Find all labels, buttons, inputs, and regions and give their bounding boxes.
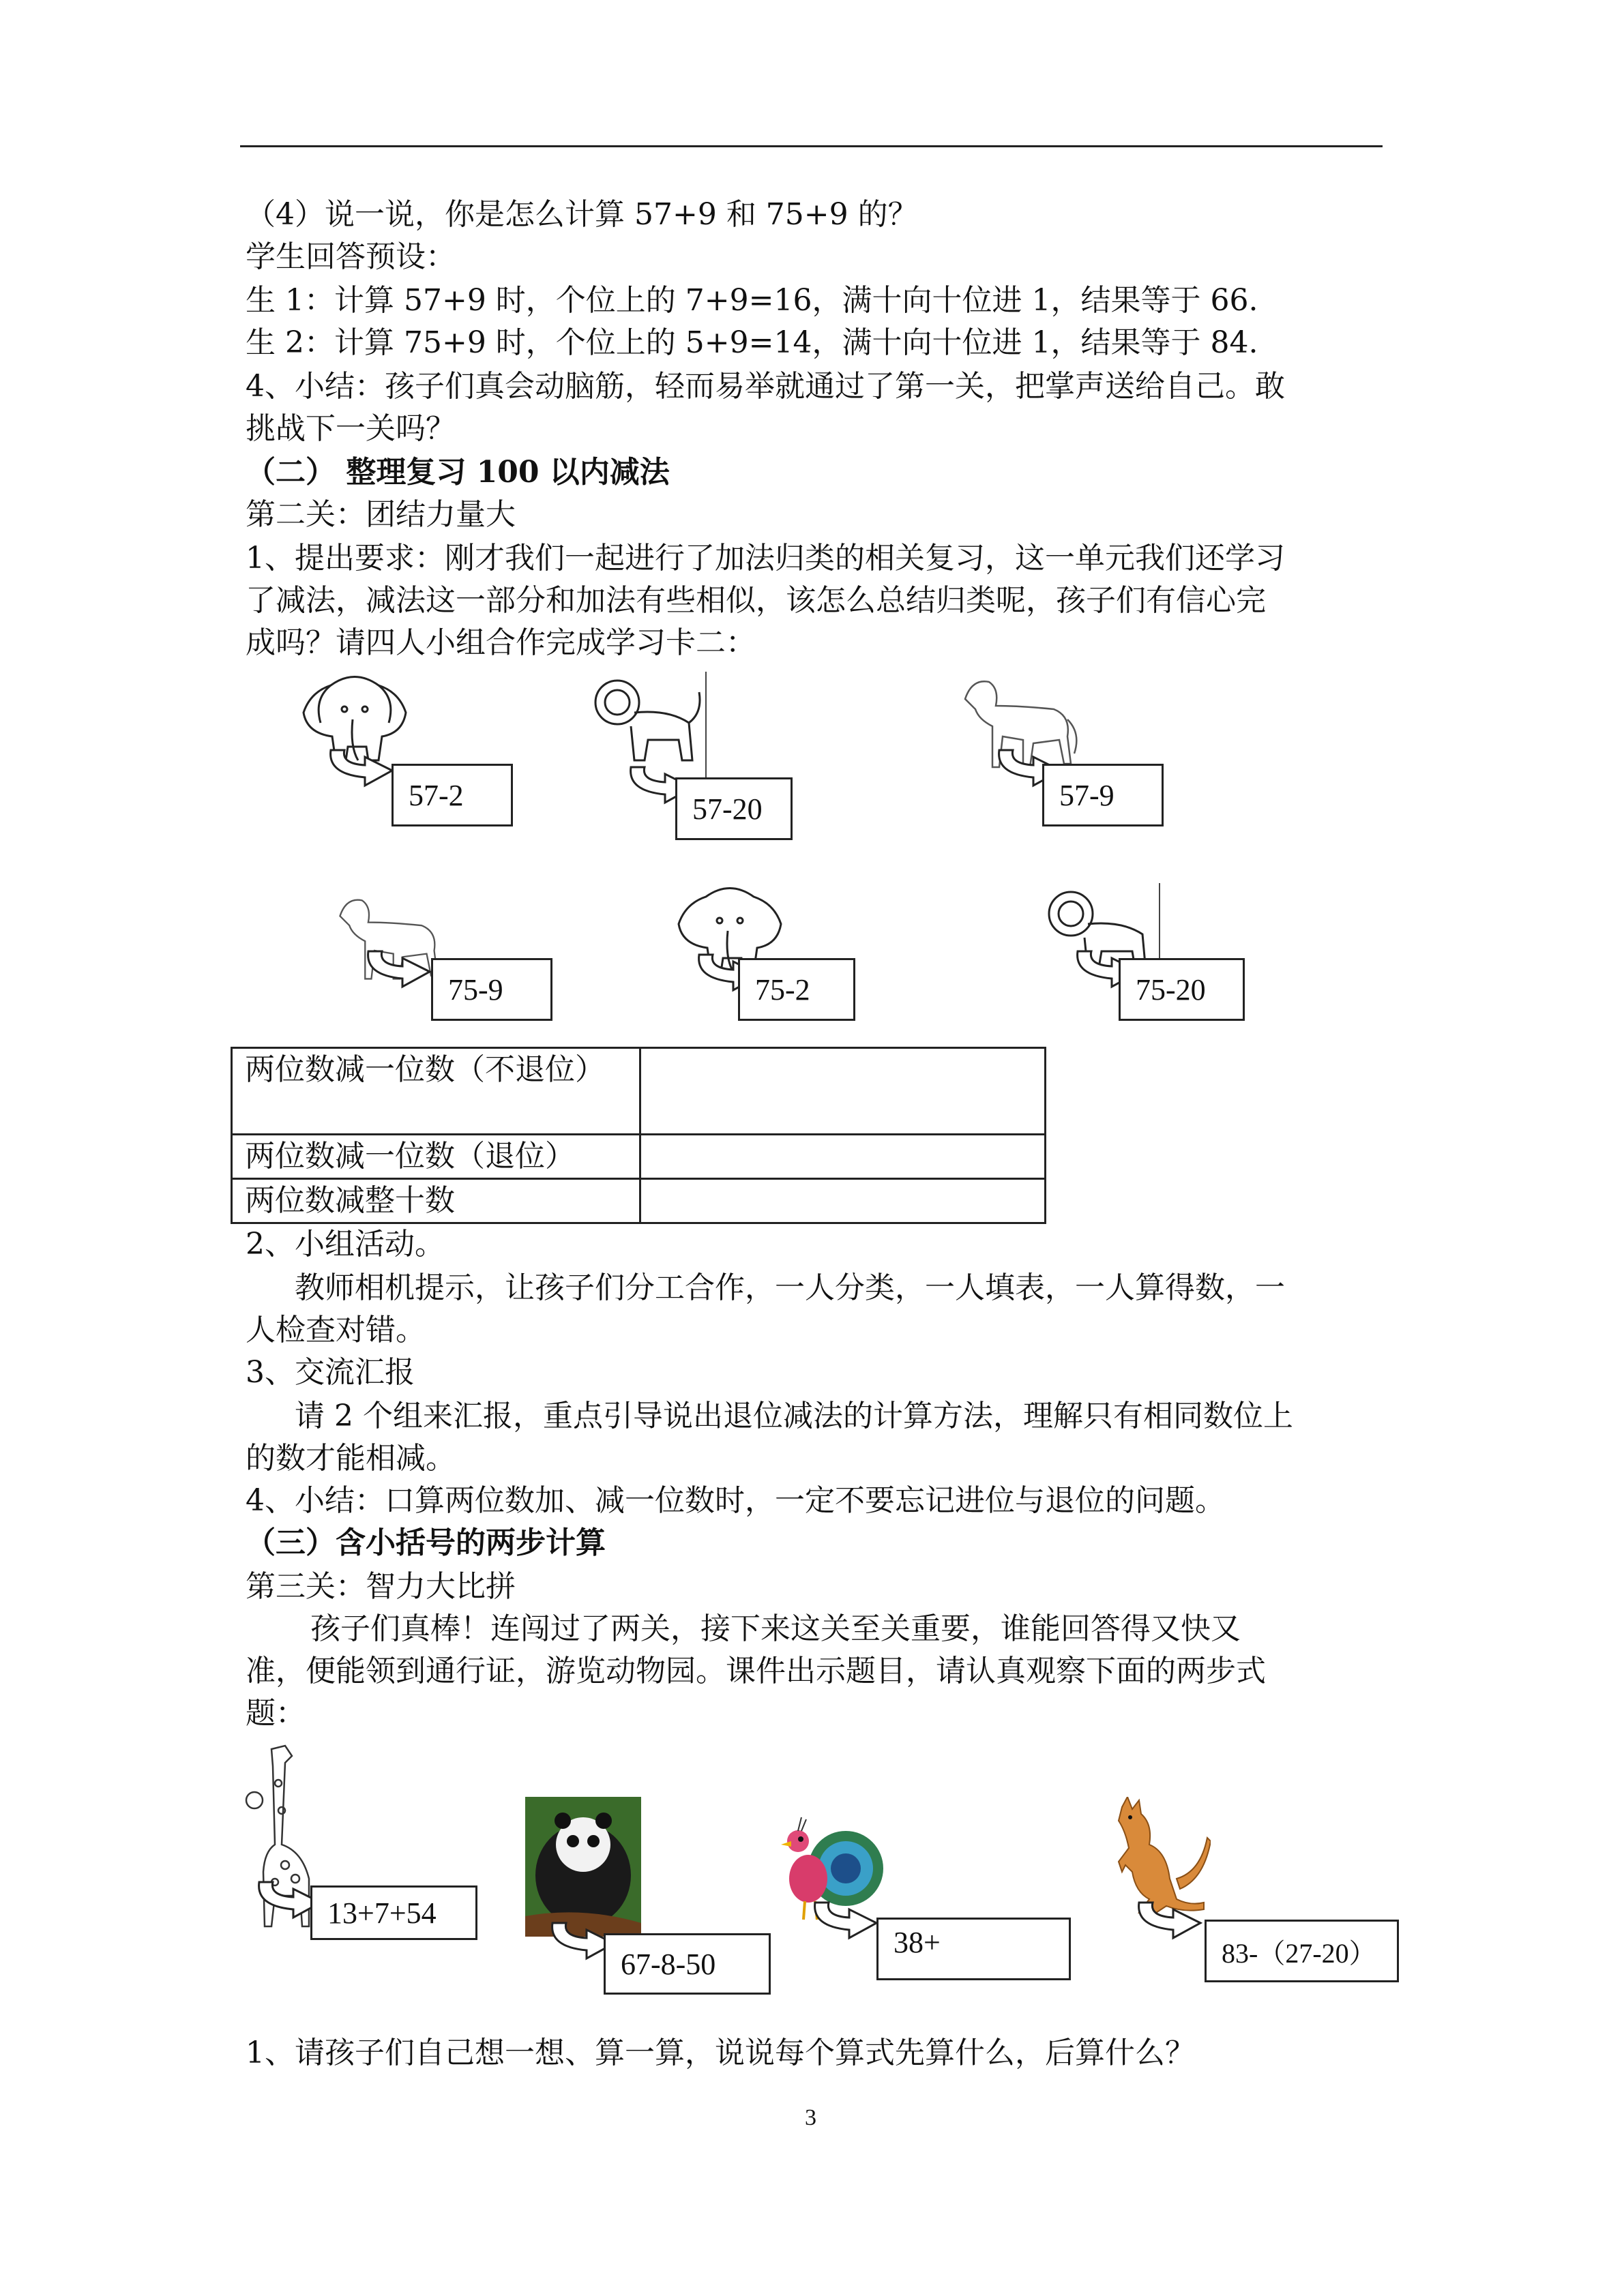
card-75-9: 75-9 — [431, 958, 552, 1021]
requirement-line-1: 1、提出要求：刚才我们一起进行了加法归类的相关复习，这一单元我们还学习 — [246, 541, 1285, 576]
summary-1-line-1: 4、小结：孩子们真会动脑筋，轻而易举就通过了第一关，把掌声送给自己。敢 — [246, 369, 1285, 404]
curved-arrow-icon — [1132, 1889, 1207, 1943]
header-rule — [240, 145, 1383, 147]
table-cell: 两位数减整十数 — [232, 1179, 640, 1223]
student-1-answer: 生 1：计算 57+9 时，个位上的 7+9=16，满十向十位进 1，结果等于 66. — [246, 283, 1258, 318]
card-75-20: 75-20 — [1119, 958, 1245, 1021]
report-line-2: 的数才能相减。 — [246, 1441, 456, 1476]
table-row — [232, 1048, 1046, 1135]
requirement-line-3: 成吗？请四人小组合作完成学习卡二： — [246, 625, 756, 660]
question-4: （4）说一说，你是怎么计算 57+9 和 75+9 的？ — [246, 197, 918, 232]
table-row — [232, 1135, 1046, 1179]
preset-label: 学生回答预设： — [246, 239, 456, 274]
activity-line-1: 教师相机提示，让孩子们分工合作，一人分类，一人填表，一人算得数，一 — [295, 1270, 1285, 1305]
answer-cell[interactable] — [640, 1179, 1046, 1223]
card-57-20: 57-20 — [675, 777, 793, 840]
level-2-title: 第二关：团结力量大 — [246, 497, 516, 532]
summary-1-line-2: 挑战下一关吗？ — [246, 411, 456, 446]
section-3-heading: （三）含小括号的两步计算 — [246, 1525, 606, 1560]
card-75-2: 75-2 — [738, 958, 855, 1021]
summary-2: 4、小结：口算两位数加、减一位数时，一定不要忘记进位与退位的问题。 — [246, 1483, 1225, 1518]
table-cell: 两位数减一位数（不退位） — [232, 1048, 640, 1135]
activity-line-2: 人检查对错。 — [246, 1313, 426, 1347]
requirement-line-2: 了减法，减法这一部分和加法有些相似，该怎么总结归类呢，孩子们有信心完 — [246, 583, 1266, 618]
curved-arrow-icon — [361, 938, 437, 992]
intro-line-1: 孩子们真棒！连闯过了两关，接下来这关至关重要，谁能回答得又快又 — [310, 1611, 1241, 1646]
report-line-1: 请 2 个组来汇报，重点引导说出退位减法的计算方法，理解只有相同数位上 — [295, 1399, 1293, 1433]
card-13-7-54: 13+7+54 — [310, 1885, 477, 1940]
card-57-2: 57-2 — [392, 764, 513, 826]
classification-table — [231, 1047, 1046, 1224]
final-question: 1、请孩子们自己想一想、算一算，说说每个算式先算什么，后算什么？ — [246, 2036, 1195, 2070]
student-2-answer: 生 2：计算 75+9 时，个位上的 5+9=14，满十向十位进 1，结果等于 84. — [246, 325, 1258, 360]
report-heading: 3、交流汇报 — [246, 1355, 415, 1390]
card-57-9: 57-9 — [1042, 764, 1164, 826]
section-2-heading: （二） 整理复习 100 以内减法 — [246, 455, 670, 490]
answer-cell[interactable] — [640, 1048, 1046, 1135]
card-67-8-50: 67-8-50 — [604, 1933, 771, 1995]
intro-line-3: 题： — [246, 1696, 306, 1731]
level-3-title: 第三关：智力大比拼 — [246, 1569, 516, 1604]
curved-arrow-icon — [324, 736, 399, 791]
curved-arrow-icon — [808, 1889, 883, 1943]
answer-cell[interactable] — [640, 1135, 1046, 1179]
card-38-plus: 38+ — [876, 1918, 1071, 1980]
intro-line-2: 准，便能领到通行证，游览动物园。课件出示题目，请认真观察下面的两步式 — [246, 1654, 1266, 1688]
table-cell: 两位数减一位数（退位） — [232, 1135, 640, 1179]
table-row — [232, 1179, 1046, 1223]
activity-heading: 2、小组活动。 — [246, 1227, 445, 1262]
card-83-bracket: 83-（27-20） — [1205, 1920, 1399, 1982]
page-number: 3 — [805, 2105, 816, 2130]
